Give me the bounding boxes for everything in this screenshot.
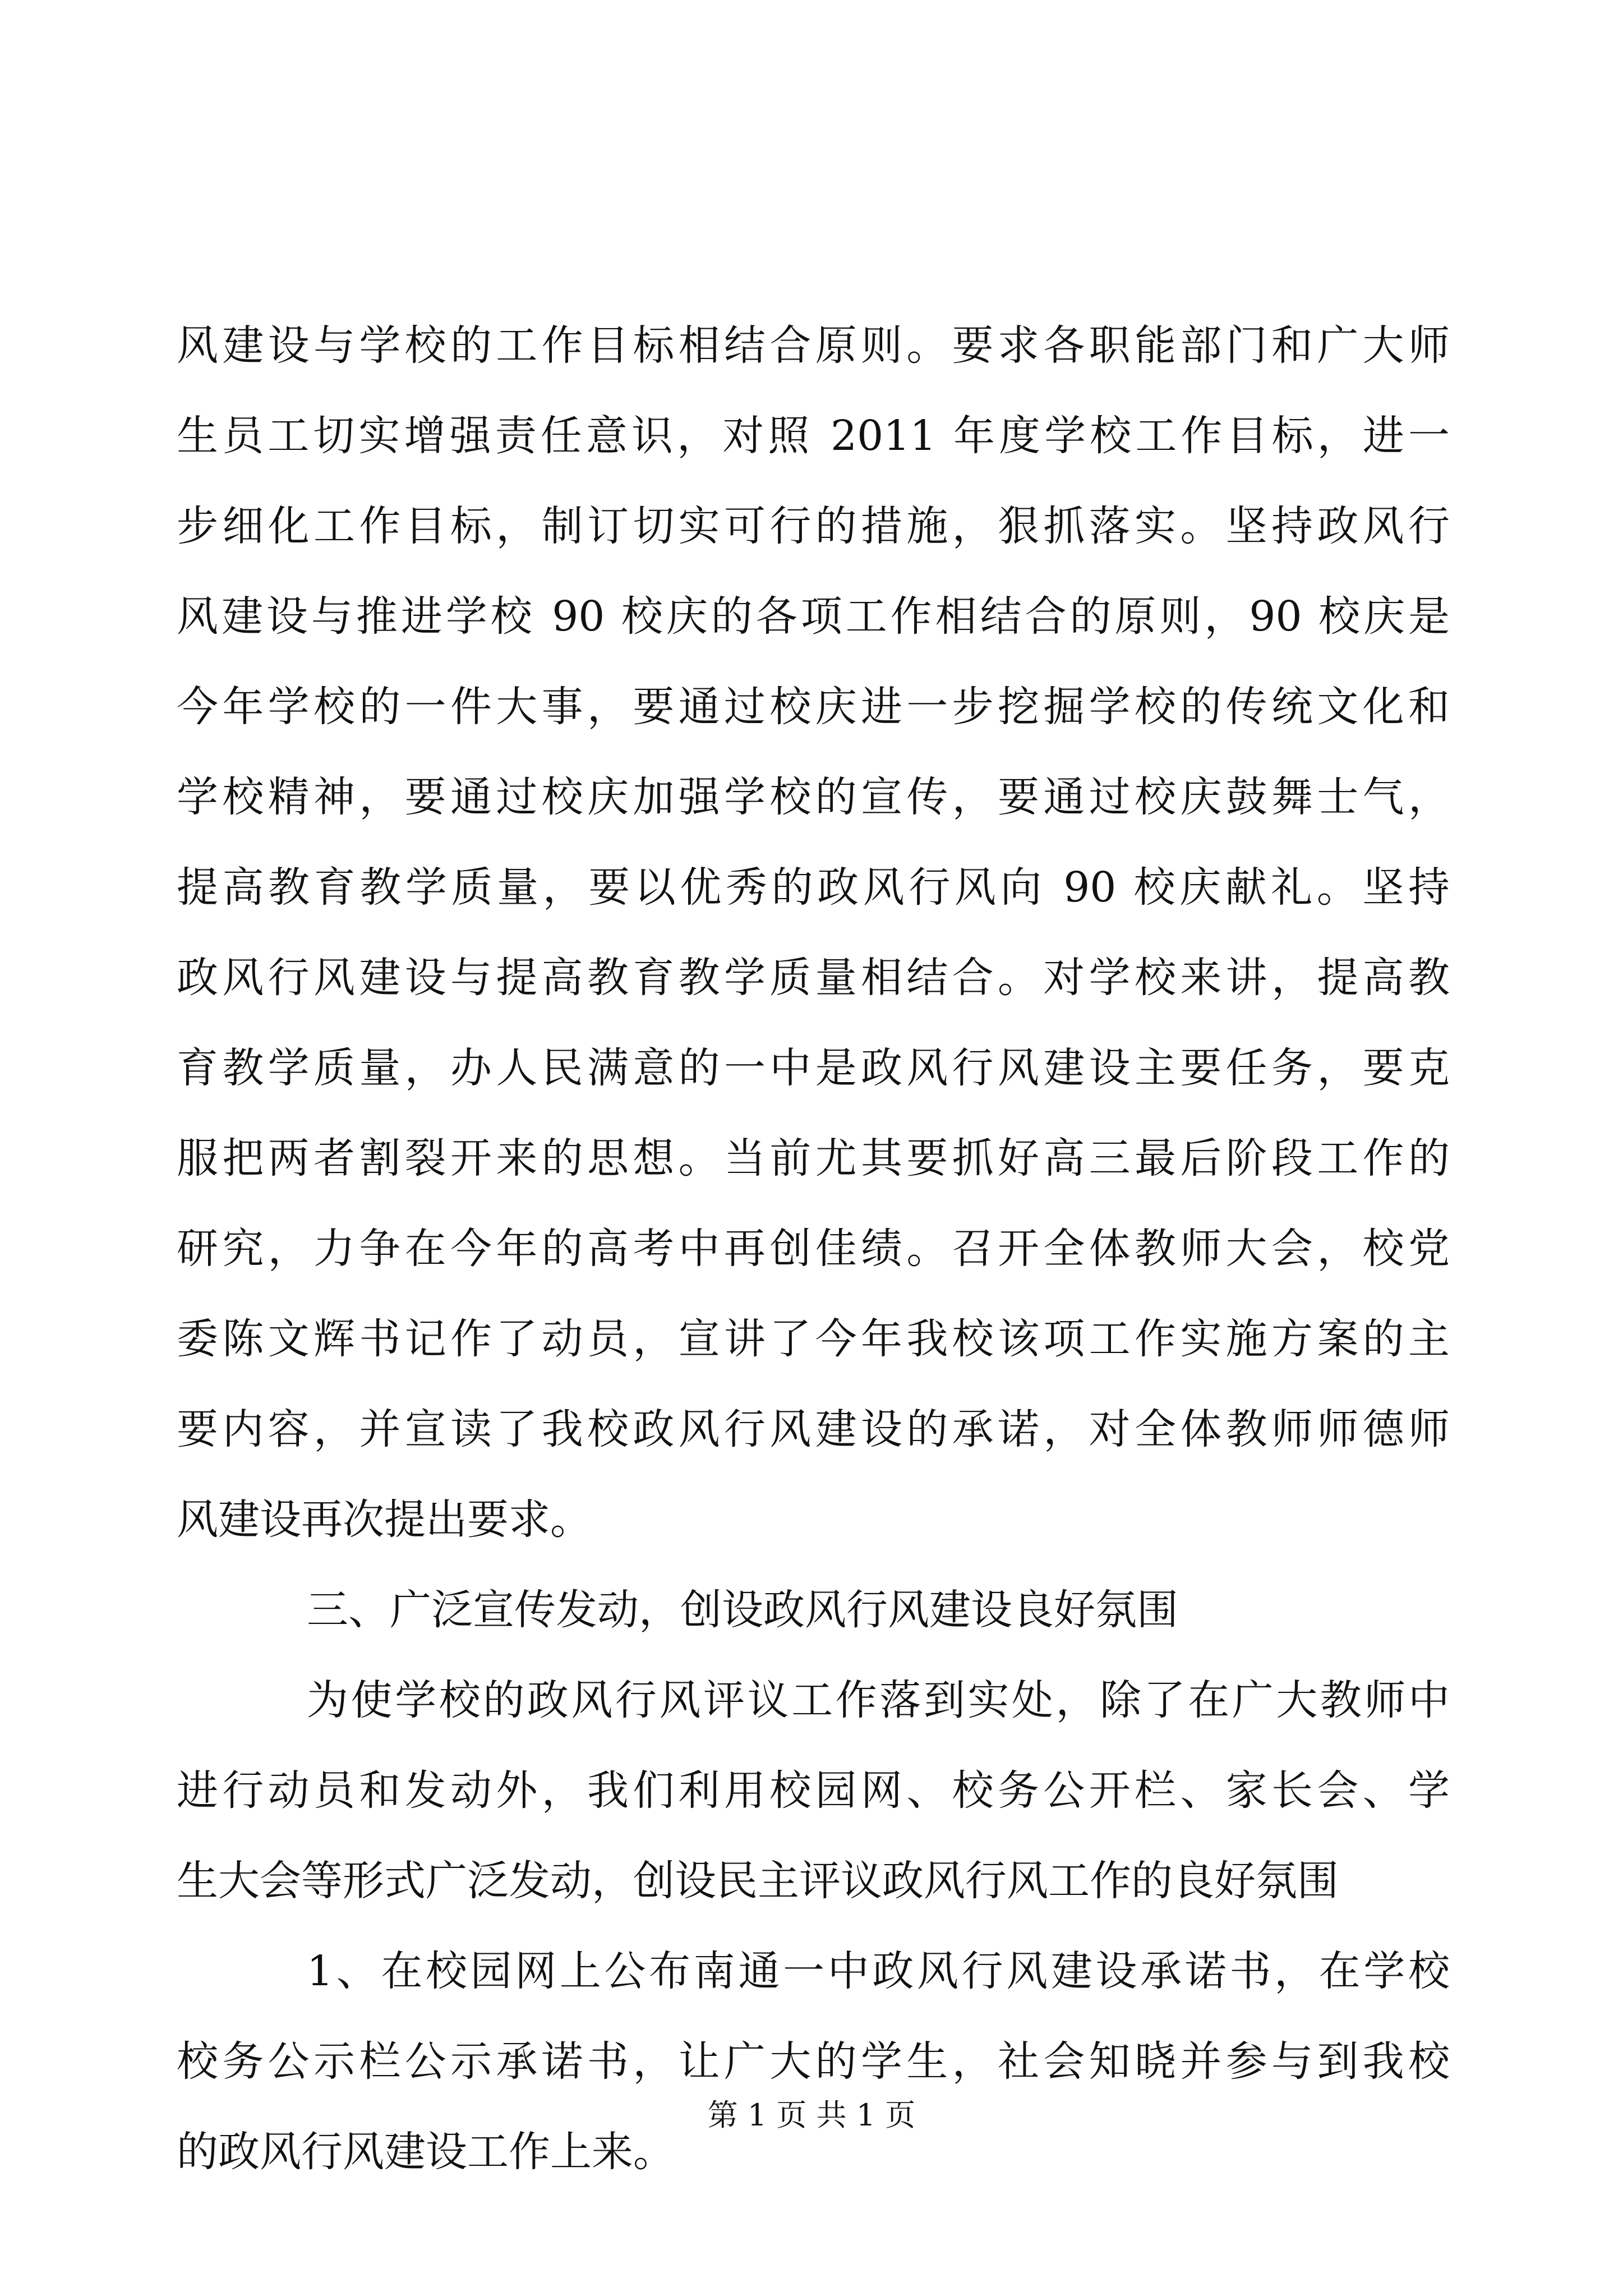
text-line: 服把两者割裂开来的思想。当前尤其要抓好高三最后阶段工作的: [177, 1134, 1450, 1182]
paragraph-3: [177, 1926, 1450, 2197]
text-line: 校务公示栏公示承诺书，让广大的学生，社会知晓并参与到我校: [177, 2037, 1450, 2086]
text-line: 研究，力争在今年的高考中再创佳绩。召开全体教师大会，校党: [177, 1225, 1450, 1273]
text-line: 步细化工作目标，制订切实可行的措施，狠抓落实。坚持政风行: [177, 502, 1450, 550]
text-line: 提高教育教学质量，要以优秀的政风行风向 90 校庆献礼。坚持: [177, 863, 1450, 912]
text-line: 委陈文辉书记作了动员，宣讲了今年我校该项工作实施方案的主: [177, 1315, 1450, 1363]
text-line: 风建设与推进学校 90 校庆的各项工作相结合的原则，90 校庆是: [177, 592, 1450, 641]
text-line: 生员工切实增强责任意识，对照 2011 年度学校工作目标，进一: [177, 412, 1450, 460]
text-line: 为使学校的政风行风评议工作落到实处，除了在广大教师中: [307, 1676, 1450, 1724]
page-footer: 第 1 页 共 1 页: [707, 2097, 916, 2133]
text-line: 学校精神，要通过校庆加强学校的宣传，要通过校庆鼓舞士气，: [177, 773, 1450, 821]
text-line: 生大会等形式广泛发动，创设民主评议政风行风工作的良好氛围: [177, 1857, 1339, 1905]
text-line: 1、在校园网上公布南通一中政风行风建设承诺书，在学校: [307, 1947, 1450, 1995]
document-body: [177, 301, 1450, 2197]
paragraph-1: [177, 301, 1450, 1565]
text-line: 育教学质量，办人民满意的一中是政风行风建设主要任务，要克: [177, 1044, 1450, 1092]
text-line: 今年学校的一件大事，要通过校庆进一步挖掘学校的传统文化和: [177, 683, 1450, 731]
section-heading: 三、广泛宣传发动，创设政风行风建设良好氛围: [307, 1586, 1178, 1634]
text-line: 政风行风建设与提高教育教学质量相结合。对学校来讲，提高教: [177, 954, 1450, 1002]
paragraph-2: [177, 1655, 1450, 1926]
text-line: 风建设与学校的工作目标相结合原则。要求各职能部门和广大师: [177, 321, 1450, 370]
text-line: 风建设再次提出要求。: [177, 1496, 592, 1544]
text-line: 要内容，并宣读了我校政风行风建设的承诺，对全体教师师德师: [177, 1405, 1450, 1453]
text-line: 进行动员和发动外，我们利用校园网、校务公开栏、家长会、学: [177, 1766, 1450, 1815]
text-line: 的政风行风建设工作上来。: [177, 2128, 675, 2176]
